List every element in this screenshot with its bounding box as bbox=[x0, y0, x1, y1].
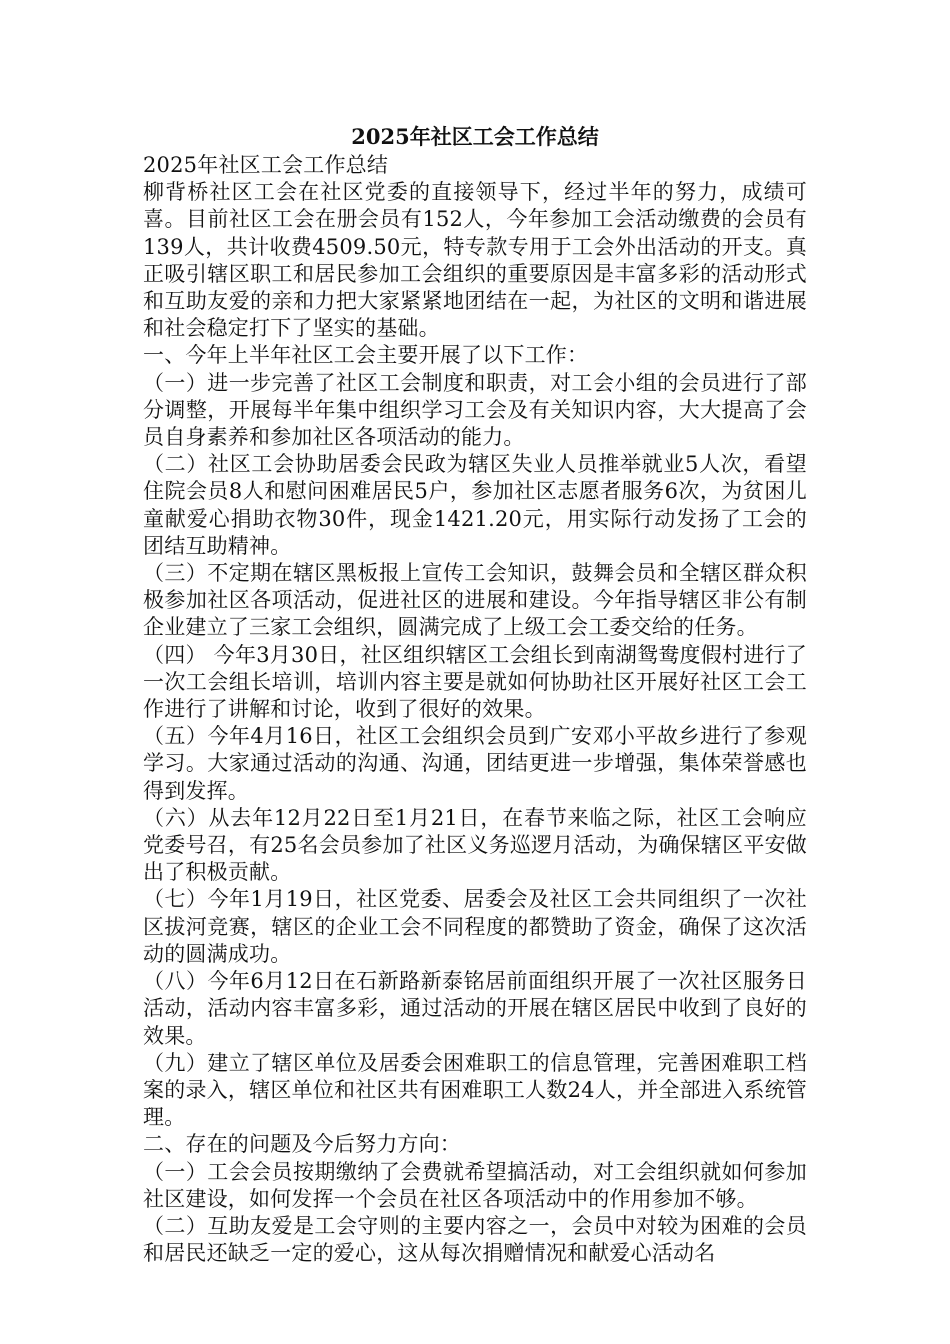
section-heading-work: 一、今年上半年社区工会主要开展了以下工作： bbox=[143, 343, 589, 368]
work-item-3: （三）不定期在辖区黑板报上宣传工会知识，鼓舞会员和全辖区群众积极参加社区各项活动，促进社区的进展和建设。今年指导辖区非公有制企业建立了三家工会组织，圆满完成了上级工会工委交给的任务。 bbox=[143, 561, 807, 640]
intro-paragraph: 柳背桥社区工会在社区党委的直接领导下，经过半年的努力，成绩可喜。目前社区工会在册会员有152人，今年参加工会活动缴费的会员有139人，共计收费4509.50元，特专款专用于工会外出活动的开支。真正吸引辖区职工和居民参加工会组织的重要原因是丰富多彩的活动形式和互助友爱的亲和力把大家紧紧地团结在一起，为社区的文明和谐进展和社会稳定打下了坚实的基础。 bbox=[143, 180, 807, 341]
work-item-4: （四） 今年3月30日，社区组织辖区工会组长到南湖鸳鸯度假村进行了一次工会组长培训，培训内容主要是就如何协助社区开展好社区工会工作进行了讲解和讨论，收到了很好的效果。 bbox=[143, 642, 807, 722]
subtitle-paragraph: 2025年社区工会工作总结 bbox=[143, 153, 389, 177]
work-item-2: （二）社区工会协助居委会民政为辖区失业人员推举就业5人次，看望住院会员8人和慰问困难居民5户，参加社区志愿者服务6次，为贫困儿童献爱心捐助衣物30件，现金1421.20元，用实际行动发扬了工会的团结互助精神。 bbox=[143, 452, 807, 558]
document-title: 2025年社区工会工作总结 bbox=[351, 124, 599, 149]
problem-item-1: （一）工会会员按期缴纳了会费就希望搞活动，对工会组织就如何参加社区建设，如何发挥一个会员在社区各项活动中的作用参加不够。 bbox=[143, 1159, 807, 1211]
work-item-5: （五）今年4月16日，社区工会组织会员到广安邓小平故乡进行了参观学习。大家通过活动的沟通、沟通，团结更进一步增强，集体荣誉感也得到发挥。 bbox=[143, 724, 807, 803]
work-item-1: （一）进一步完善了社区工会制度和职责，对工会小组的会员进行了部分调整，开展每半年集中组织学习工会及有关知识内容，大大提高了会员自身素养和参加社区各项活动的能力。 bbox=[143, 370, 807, 450]
work-item-7: （七）今年1月19日，社区党委、居委会及社区工会共同组织了一次社区拔河竞赛，辖区的企业工会不同程度的都赞助了资金，确保了这次活动的圆满成功。 bbox=[143, 887, 807, 966]
work-item-9: （九）建立了辖区单位及居委会困难职工的信息管理，完善困难职工档案的录入，辖区单位和社区共有困难职工人数24人，并全部进入系统管理。 bbox=[143, 1050, 807, 1130]
document-page bbox=[143, 122, 807, 1267]
problem-item-2: （二）互助友爱是工会守则的主要内容之一，会员中对较为困难的会员和居民还缺乏一定的爱心，这从每次捐赠情况和献爱心活动名 bbox=[143, 1213, 807, 1266]
work-item-8: （八）今年6月12日在石新路新泰铭居前面组织开展了一次社区服务日活动，活动内容丰富多彩，通过活动的开展在辖区居民中收到了良好的效果。 bbox=[143, 969, 807, 1048]
section-heading-problems: 二、存在的问题及今后努力方向： bbox=[143, 1132, 461, 1157]
work-item-6: （六）从去年12月22日至1月21日，在春节来临之际，社区工会响应党委号召，有25名会员参加了社区义务巡逻月活动，为确保辖区平安做出了积极贡献。 bbox=[143, 805, 807, 885]
